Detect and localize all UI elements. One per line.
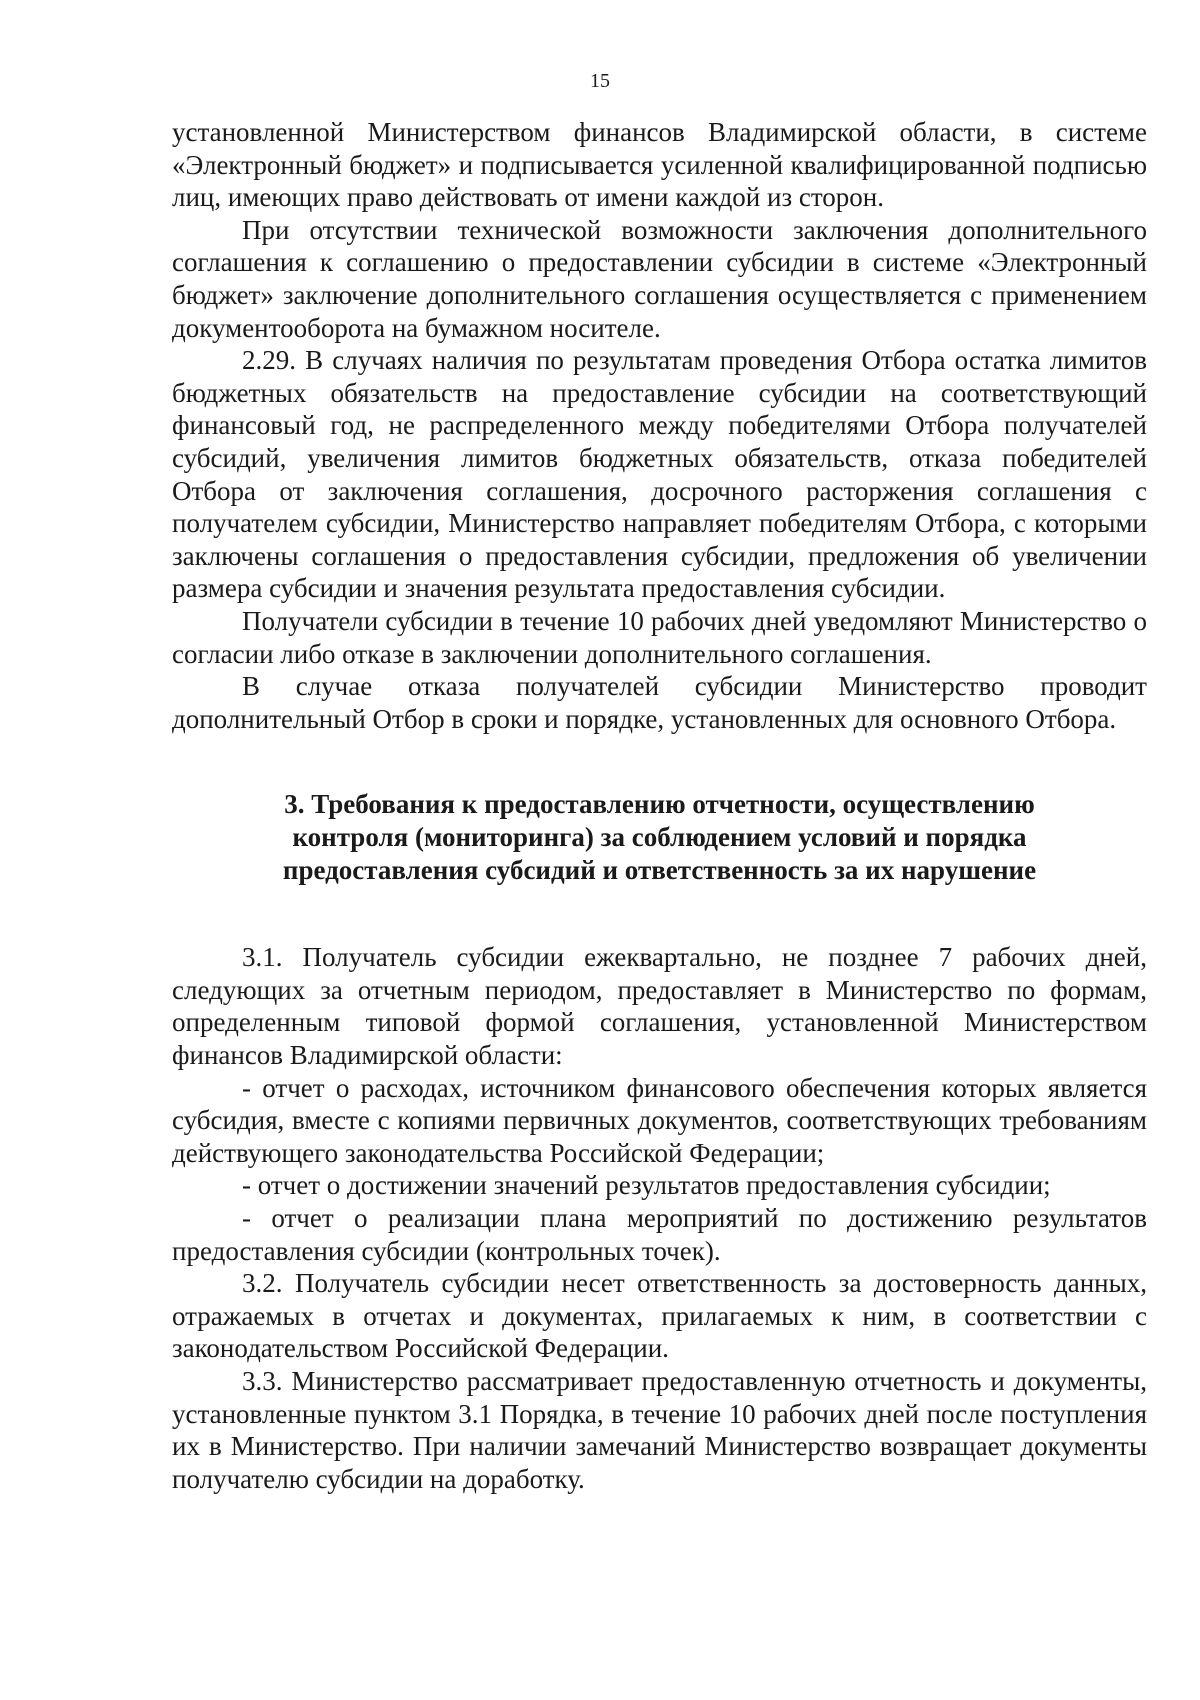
paragraph-2-29: 2.29. В случаях наличия по результатам проведения Отбора остатка лимитов бюджетных обязательств на предоставление субсидии на соответствующий финансовый год, не распределенного между победителями Отбора получателей субсидий, увеличения лимитов бюджетных обязательств, отказа победителей Отбора от заключения соглашения, досрочного расторжения соглашения с получателем субсидии, Министерство направляет победителям Отбора, с которыми заключены соглашения о предоставления субсидии, предложения об увеличении размера субсидии и значения результата предоставления субсидии. [172,345,1147,604]
section-3-heading-line-1: 3. Требования к предоставлению отчетности, осуществлению [284,789,1035,820]
paragraph-3-3: 3.3. Министерство рассматривает предоставленную отчетность и документы, установленные пунктом 3.1 Порядка, в течение 10 рабочих дней после поступления их в Министерство. При наличии замечаний Министерство возвращает документы получателю субсидии на доработку. [172,1366,1147,1494]
section-3-heading-line-3: предоставления субсидий и ответственность за их нарушение [282,855,1037,886]
paragraph-continuation: установленной Министерством финансов Владимирской области, в системе «Электронный бюджет» и подписывается усиленной квалифицированной подписью лиц, имеющих право действовать от имени каждой из сторон. [172,117,1147,213]
paragraph-3-2: 3.2. Получатель субсидии несет ответственность за достоверность данных, отражаемых в отчетах и документах, прилагаемых к ним, в соответствии с законодательством Российской Федерации. [172,1268,1147,1364]
paragraph-technical-impossibility: При отсутствии технической возможности заключения дополнительного соглашения к соглашению о предоставлении субсидии в системе «Электронный бюджет» заключение дополнительного соглашения осуществляется с применением документооборота на бумажном носителе. [172,214,1147,343]
paragraph-recipients-notify: Получатели субсидии в течение 10 рабочих дней уведомляют Министерство о согласии либо отказе в заключении дополнительного соглашения. [172,605,1147,669]
section-3-heading [172,788,1147,887]
list-item-expense-report: - отчет о расходах, источником финансового обеспечения которых является субсидия, вместе с копиями первичных документов, соответствующих требованиям действующего законодательства Российской Федерации; [172,1072,1147,1168]
list-item-results-report: - отчет о достижении значений результатов предоставления субсидии; [242,1170,1051,1201]
page-number: 15 [590,70,610,92]
paragraph-3-1: 3.1. Получатель субсидии ежеквартально, не позднее 7 рабочих дней, следующих за отчетным периодом, предоставляет в Министерство по формам, определенным типовой формой соглашения, установленной Министерством финансов Владимирской области: [172,942,1147,1071]
paragraph-refusal-case: В случае отказа получателей субсидии Министерство проводит дополнительный Отбор в сроки и порядке, установленных для основного Отбора. [172,671,1147,734]
document-body [172,116,1147,1495]
section-3-heading-line-2: контроля (мониторинга) за соблюдением условий и порядка [292,822,1027,853]
list-item-plan-report: - отчет о реализации плана мероприятий по достижению результатов предоставления субсидии (контрольных точек). [172,1203,1147,1266]
